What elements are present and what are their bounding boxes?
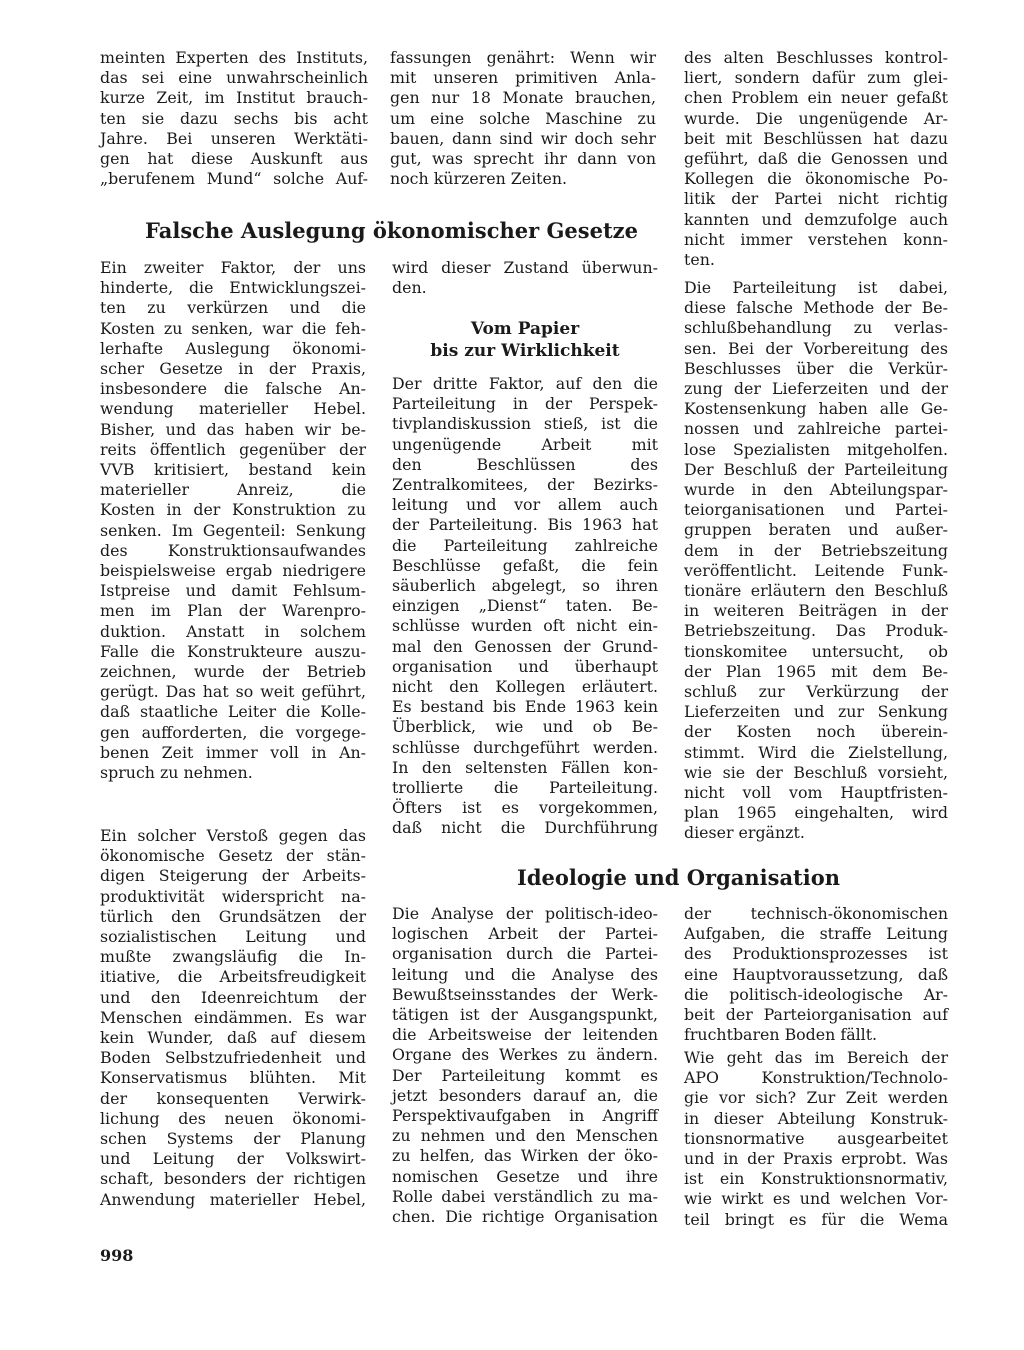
text-line: leitung und die Analyse des <box>392 964 658 984</box>
text-line: Bewußtseinsstandes der Werk- <box>392 984 658 1004</box>
text-line: litik der Partei nicht richtig <box>684 189 948 209</box>
subheading-line-2: bis zur Wirklichkeit <box>430 341 620 361</box>
text-line: liert, sondern dafür zum glei- <box>684 68 948 88</box>
text-line: Parteileitung in der Perspek- <box>392 394 658 414</box>
text-line: Der Beschluß der Parteileitung <box>684 459 948 479</box>
text-line: jetzt besonders darauf an, die <box>392 1085 658 1105</box>
text-line: kannten und demzufolge auch <box>684 209 948 229</box>
text-line: veröffentlicht. Leitende Funk- <box>684 560 948 580</box>
text-line: der Kosten noch überein- <box>684 722 948 742</box>
text-line: diese falsche Methode der Be- <box>684 298 948 318</box>
text-line: noch kürzeren Zeiten. <box>390 169 568 189</box>
col3-paragraph-parteileitung <box>684 278 948 844</box>
text-line: APO Konstruktion/Technolo- <box>684 1068 948 1088</box>
text-line: Öfters ist es vorgekommen, <box>392 798 658 818</box>
text-line: trollierte die Parteileitung. <box>392 778 658 798</box>
text-line: Überblick, wie und ob Be- <box>392 717 658 737</box>
subheading-line-1: Vom Papier <box>470 319 580 339</box>
text-line: eine Hauptvoraussetzung, daß <box>684 964 948 984</box>
text-line: tivplandiskussion stieß, ist die <box>392 414 658 434</box>
text-line: Ein solcher Verstoß gegen das <box>100 826 366 845</box>
text-line: tionäre erläutern den Beschluß <box>684 581 948 601</box>
text-line: sen. Bei der Vorbereitung des <box>684 338 948 358</box>
text-line: nicht den Kollegen erläutert. <box>392 677 658 697</box>
text-line: und Leitung der Volkswirt- <box>100 1149 366 1169</box>
text-line: lose Spezialisten mitgeholfen. <box>684 439 948 459</box>
text-line: Kostensenkung haben alle Ge- <box>684 399 948 419</box>
text-line: der Parteileitung. Bis 1963 hat <box>392 515 658 535</box>
text-line: in dieser Abteilung Konstruk- <box>684 1108 948 1128</box>
text-line: das sei eine unwahrscheinlich <box>100 68 368 88</box>
text-line: tionskomitee untersucht, ob <box>684 641 948 661</box>
text-line: kein Wunder, daß auf diesem <box>100 1028 366 1048</box>
text-line: fruchtbaren Boden fällt. <box>684 1025 878 1045</box>
text-line: um eine solche Maschine zu <box>390 108 656 128</box>
text-line: Perspektivaufgaben in Angriff <box>392 1106 658 1126</box>
text-line: Lieferzeiten und zur Senkung <box>684 702 948 722</box>
text-line: mit unseren primitiven Anla- <box>390 68 656 88</box>
text-line: stimmt. Wird die Zielstellung, <box>684 742 948 762</box>
text-line: reits öffentlich gegenüber der <box>100 439 366 459</box>
text-line: Konservatismus blühten. Mit <box>100 1068 366 1088</box>
text-line: schluß zur Verkürzung der <box>684 682 948 702</box>
text-line: wurde. Die ungenügende Ar- <box>684 108 948 128</box>
text-line: fassungen genährt: Wenn wir <box>390 48 656 67</box>
col3-paragraph-apo <box>684 1048 948 1230</box>
text-line: digen Steigerung der Arbeits- <box>100 866 366 886</box>
text-line: bauen, dann sind wir doch sehr <box>390 128 656 148</box>
text-line: gen aufforderten, die vorgege- <box>100 722 366 742</box>
text-line: Der dritte Faktor, auf den die <box>392 374 658 393</box>
text-line: wie sie der Beschluß vorsieht, <box>684 762 948 782</box>
text-line: Beschlüsse gefaßt, die fein <box>392 555 658 575</box>
text-line: dieser ergänzt. <box>684 823 805 843</box>
text-line: daß staatliche Leiter die Kolle- <box>100 702 366 722</box>
text-line: Wie geht das im Bereich der <box>684 1048 948 1067</box>
text-line: nicht voll vom Hauptfristen- <box>684 783 948 803</box>
text-line: Kollegen die ökonomische Po- <box>684 169 948 189</box>
section-heading-ideologie: Ideologie und Organisation <box>517 865 840 890</box>
text-line: dem in der Betriebszeitung <box>684 540 948 560</box>
text-line: mal den Genossen der Grund- <box>392 636 658 656</box>
text-line: Betriebszeitung. Das Produk- <box>684 621 948 641</box>
col2-top-paragraph <box>390 48 656 189</box>
col1-top-paragraph <box>100 48 368 189</box>
text-line: wurde in den Abteilungspar- <box>684 480 948 500</box>
text-line: Ein zweiter Faktor, der uns <box>100 258 366 277</box>
text-line: gen hat diese Auskunft aus <box>100 149 368 169</box>
text-line: gruppen beraten und außer- <box>684 520 948 540</box>
text-line: lerhafte Auslegung ökonomi- <box>100 338 366 358</box>
text-line: wie wirkt es und welchen Vor- <box>684 1189 948 1209</box>
text-line: chen Problem ein neuer gefaßt <box>684 88 948 108</box>
text-line: einzigen „Dienst“ taten. Be- <box>392 596 658 616</box>
text-line: ist ein Konstruktionsnormativ, <box>684 1169 948 1189</box>
text-line: Boden Selbstzufriedenheit und <box>100 1048 366 1068</box>
text-line: schlüsse wurden oft nicht ein- <box>392 616 658 636</box>
text-line: insbesondere die falsche An- <box>100 379 366 399</box>
text-line: Die Parteileitung ist dabei, <box>684 278 948 297</box>
text-line: daß nicht die Durchführung <box>392 818 658 838</box>
col2-paragraph-analyse <box>392 904 658 1227</box>
text-line: Aufgaben, die straffe Leitung <box>684 924 948 944</box>
text-line: gut, was sprecht ihr dann von <box>390 149 656 169</box>
text-line: nomischen Gesetze und ihre <box>392 1166 658 1186</box>
text-line: mußte zwangsläufig die In- <box>100 947 366 967</box>
text-line: gen nur 18 Monate brauchen, <box>390 88 656 108</box>
text-line: die Arbeitsweise der leitenden <box>392 1025 658 1045</box>
text-line: kurze Zeit, im Institut brauch- <box>100 88 368 108</box>
text-line: Es bestand bis Ende 1963 kein <box>392 697 658 717</box>
text-line: meinten Experten des Instituts, <box>100 48 368 67</box>
text-line: Zentralkomitees, der Bezirks- <box>392 475 658 495</box>
page-number: 998 <box>100 1246 134 1265</box>
text-line: wird dieser Zustand überwun- <box>392 258 658 277</box>
text-line: hinderte, die Entwicklungszei- <box>100 278 366 298</box>
text-line: organisation durch die Partei- <box>392 944 658 964</box>
text-line: produktivität widerspricht na- <box>100 886 366 906</box>
text-line: geführt, daß die Genossen und <box>684 149 948 169</box>
col1-paragraph-zweiter-faktor <box>100 258 366 783</box>
text-line: sozialistischen Leitung und <box>100 927 366 947</box>
text-line: lichung des neuen ökonomi- <box>100 1108 366 1128</box>
text-line: itiative, die Arbeitsfreudigkeit <box>100 967 366 987</box>
text-line: des Konstruktionsaufwandes <box>100 540 366 560</box>
col2-paragraph-dritter-faktor <box>392 374 658 839</box>
text-line: zu helfen, das Wirken der öko- <box>392 1146 658 1166</box>
text-line: wendung materieller Hebel. <box>100 399 366 419</box>
text-line: nossen und zahlreiche partei- <box>684 419 948 439</box>
text-line: beispielsweise ergab niedrigere <box>100 561 366 581</box>
col3-top-paragraph <box>684 48 948 270</box>
text-line: die Parteileitung zahlreiche <box>392 535 658 555</box>
text-line: schaft, besonders der richtigen <box>100 1169 366 1189</box>
text-line: der technisch-ökonomischen <box>684 904 948 923</box>
text-line: materieller Anreiz, die <box>100 480 366 500</box>
section-heading-falsche-auslegung: Falsche Auslegung ökonomischer Gesetze <box>145 218 638 243</box>
text-line: duktion. Anstatt in solchem <box>100 621 366 641</box>
text-line: Jahre. Bei unseren Werktäti- <box>100 128 368 148</box>
text-line: scher Gesetze in der Praxis, <box>100 359 366 379</box>
text-line: Falle die Konstrukteure auszu- <box>100 641 366 661</box>
text-line: des alten Beschlusses kontrol- <box>684 48 948 67</box>
text-line: organisation und überhaupt <box>392 656 658 676</box>
col1-paragraph-verstoss <box>100 826 366 1210</box>
text-line: benen Zeit immer voll in An- <box>100 742 366 762</box>
text-line: ungenügende Arbeit mit <box>392 434 658 454</box>
text-line: der Plan 1965 mit dem Be- <box>684 661 948 681</box>
text-line: säuberlich abgelegt, so ihren <box>392 576 658 596</box>
text-line: beit mit Beschlüssen hat dazu <box>684 128 948 148</box>
text-line: tätigen ist der Ausgangspunkt, <box>392 1005 658 1025</box>
text-line: senken. Im Gegenteil: Senkung <box>100 520 366 540</box>
text-line: men im Plan der Warenpro- <box>100 601 366 621</box>
text-line: ten sie dazu sechs bis acht <box>100 108 368 128</box>
text-line: gie vor sich? Zur Zeit werden <box>684 1088 948 1108</box>
text-line: den Beschlüssen des <box>392 454 658 474</box>
text-line: Der Parteileitung kommt es <box>392 1065 658 1085</box>
text-line: zeichnen, wurde der Betrieb <box>100 662 366 682</box>
text-line: Bisher, und das haben wir be- <box>100 419 366 439</box>
text-line: schen Systems der Planung <box>100 1129 366 1149</box>
text-line: und in der Praxis erprobt. Was <box>684 1149 948 1169</box>
text-line: beit der Parteiorganisation auf <box>684 1005 948 1025</box>
text-line: der konsequenten Verwirk- <box>100 1088 366 1108</box>
col2-paragraph-zustand <box>392 258 658 298</box>
text-line: schlußbehandlung zu verlas- <box>684 318 948 338</box>
text-line: Kosten in der Konstruktion zu <box>100 500 366 520</box>
text-line: chen. Die richtige Organisation <box>392 1207 658 1227</box>
text-line: tionsnormative ausgearbeitet <box>684 1128 948 1148</box>
text-line: VVB kritisiert, bestand kein <box>100 460 366 480</box>
text-line: teiorganisationen und Partei- <box>684 500 948 520</box>
text-line: plan 1965 eingehalten, wird <box>684 803 948 823</box>
text-line: Beschlusses über die Verkür- <box>684 358 948 378</box>
text-line: und den Ideenreichtum der <box>100 987 366 1007</box>
text-line: zung der Lieferzeiten und der <box>684 379 948 399</box>
text-line: ökonomische Gesetz der stän- <box>100 846 366 866</box>
text-line: ten. <box>684 250 715 270</box>
col3-paragraph-aufgaben <box>684 904 948 1045</box>
text-line: logischen Arbeit der Partei- <box>392 924 658 944</box>
text-line: nicht immer verstehen konn- <box>684 229 948 249</box>
text-line: Menschen eindämmen. Es war <box>100 1007 366 1027</box>
text-line: zu nehmen und den Menschen <box>392 1126 658 1146</box>
text-line: schlüsse durchgeführt werden. <box>392 737 658 757</box>
text-line: des Produktionsprozesses ist <box>684 944 948 964</box>
text-line: „berufenem Mund“ solche Auf- <box>100 169 368 189</box>
text-line: Organe des Werkes zu ändern. <box>392 1045 658 1065</box>
text-line: türlich den Grundsätzen der <box>100 906 366 926</box>
text-line: Kosten zu senken, war die feh- <box>100 318 366 338</box>
text-line: Die Analyse der politisch-ideo- <box>392 904 658 923</box>
text-line: die politisch-ideologische Ar- <box>684 984 948 1004</box>
text-line: Istpreise und damit Fehlsum- <box>100 581 366 601</box>
text-line: in weiteren Beiträgen in der <box>684 601 948 621</box>
text-line: Rolle dabei verständlich zu ma- <box>392 1186 658 1206</box>
text-line: den. <box>392 278 427 298</box>
text-line: teil bringt es für die Wema <box>684 1209 948 1229</box>
subheading-vom-papier <box>392 318 658 362</box>
text-line: In den seltensten Fällen kon- <box>392 757 658 777</box>
text-line: leitung und vor allem auch <box>392 495 658 515</box>
text-line: Anwendung materieller Hebel, <box>100 1189 366 1209</box>
text-line: spruch zu nehmen. <box>100 763 253 783</box>
text-line: gerügt. Das hat so weit geführt, <box>100 682 366 702</box>
text-line: ten zu verkürzen und die <box>100 298 366 318</box>
